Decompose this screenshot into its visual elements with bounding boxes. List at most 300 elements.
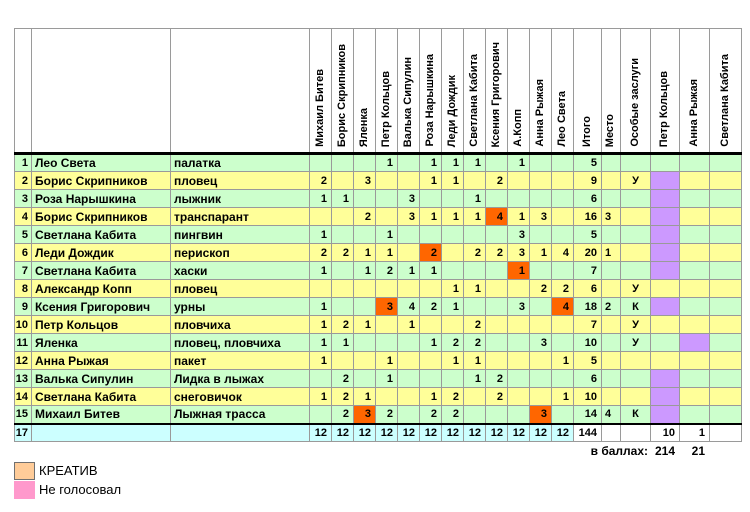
vote-cell[interactable]: 2 (486, 388, 508, 406)
row-number-cell[interactable]: 9 (15, 298, 32, 316)
participant-name-cell[interactable]: Лео Света (32, 154, 171, 172)
vote-cell[interactable]: 4 (398, 298, 420, 316)
vote-cell[interactable]: 3 (530, 406, 552, 424)
voter-column-header[interactable] (376, 29, 398, 154)
vote-cell[interactable]: 1 (464, 280, 486, 298)
vote-cell[interactable]: 1 (442, 280, 464, 298)
extra-column-header[interactable] (710, 29, 742, 154)
vote-cell[interactable] (552, 190, 574, 208)
row-number-cell[interactable]: 11 (15, 334, 32, 352)
merit-cell[interactable] (621, 226, 651, 244)
voter-column-header[interactable] (332, 29, 354, 154)
vote-cell[interactable]: 4 (552, 244, 574, 262)
mark-cell[interactable] (710, 406, 742, 424)
vote-cell[interactable]: 1 (420, 262, 442, 280)
vote-cell[interactable] (552, 172, 574, 190)
vote-cell[interactable] (530, 154, 552, 172)
mark-cell[interactable] (710, 298, 742, 316)
entry-name-cell[interactable]: пакет (171, 352, 310, 370)
votes-count-cell[interactable]: 12 (310, 424, 332, 442)
vote-cell[interactable] (464, 262, 486, 280)
vote-cell[interactable]: 1 (354, 388, 376, 406)
vote-cell[interactable] (398, 244, 420, 262)
place-column-header[interactable] (602, 29, 621, 154)
vote-cell[interactable] (442, 370, 464, 388)
row-number-cell[interactable]: 12 (15, 352, 32, 370)
mark-cell[interactable] (710, 154, 742, 172)
voter-column-header[interactable] (530, 29, 552, 154)
merit-cell[interactable] (621, 352, 651, 370)
vote-cell[interactable] (442, 316, 464, 334)
vote-cell[interactable] (552, 370, 574, 388)
merit-cell[interactable] (621, 190, 651, 208)
vote-cell[interactable] (420, 190, 442, 208)
vote-cell[interactable]: 1 (354, 244, 376, 262)
vote-cell[interactable]: 1 (332, 334, 354, 352)
vote-cell[interactable] (332, 226, 354, 244)
place-cell[interactable]: 3 (602, 208, 621, 226)
vote-cell[interactable] (420, 352, 442, 370)
mark-cell[interactable] (680, 262, 710, 280)
total-cell[interactable]: 6 (574, 370, 602, 388)
total-cell[interactable]: 10 (574, 334, 602, 352)
vote-cell[interactable] (508, 370, 530, 388)
place-cell[interactable] (602, 262, 621, 280)
vote-cell[interactable]: 1 (552, 388, 574, 406)
vote-cell[interactable]: 3 (398, 190, 420, 208)
vote-cell[interactable]: 1 (552, 352, 574, 370)
vote-cell[interactable]: 1 (398, 262, 420, 280)
vote-cell[interactable] (486, 298, 508, 316)
vote-cell[interactable]: 1 (442, 154, 464, 172)
vote-cell[interactable] (508, 352, 530, 370)
mark-cell[interactable] (651, 208, 680, 226)
vote-cell[interactable] (486, 280, 508, 298)
row-number-cell[interactable]: 2 (15, 172, 32, 190)
vote-cell[interactable] (354, 226, 376, 244)
vote-cell[interactable]: 3 (376, 298, 398, 316)
vote-cell[interactable]: 2 (310, 244, 332, 262)
vote-cell[interactable] (552, 226, 574, 244)
extra-total-cell[interactable]: 10 (651, 424, 680, 442)
mark-cell[interactable] (710, 316, 742, 334)
mark-cell[interactable] (680, 388, 710, 406)
mark-cell[interactable] (680, 208, 710, 226)
vote-cell[interactable] (332, 208, 354, 226)
place-cell[interactable] (602, 280, 621, 298)
vote-cell[interactable]: 2 (442, 406, 464, 424)
participant-name-cell[interactable]: Леди Дождик (32, 244, 171, 262)
mark-cell[interactable] (651, 262, 680, 280)
place-cell[interactable] (602, 334, 621, 352)
vote-cell[interactable]: 1 (420, 388, 442, 406)
mark-cell[interactable] (680, 406, 710, 424)
mark-cell[interactable] (651, 316, 680, 334)
participant-name-cell[interactable]: Роза Нарышкина (32, 190, 171, 208)
entry-name-cell[interactable]: Лыжная трасса (171, 406, 310, 424)
extra-total-cell[interactable]: 1 (680, 424, 710, 442)
mark-cell[interactable] (710, 208, 742, 226)
vote-cell[interactable]: 1 (464, 352, 486, 370)
row-number-cell[interactable]: 6 (15, 244, 32, 262)
vote-cell[interactable]: 2 (310, 172, 332, 190)
vote-cell[interactable] (398, 406, 420, 424)
voter-column-header[interactable] (486, 29, 508, 154)
vote-cell[interactable] (530, 226, 552, 244)
place-cell[interactable] (602, 154, 621, 172)
total-cell[interactable]: 5 (574, 154, 602, 172)
vote-cell[interactable] (354, 154, 376, 172)
vote-cell[interactable]: 3 (398, 208, 420, 226)
vote-cell[interactable] (420, 370, 442, 388)
total-cell[interactable]: 5 (574, 352, 602, 370)
vote-cell[interactable]: 3 (530, 208, 552, 226)
row-number-column-header[interactable] (15, 29, 32, 154)
mark-cell[interactable] (651, 280, 680, 298)
participant-name-cell[interactable]: Петр Кольцов (32, 316, 171, 334)
participant-name-cell[interactable]: Анна Рыжая (32, 352, 171, 370)
mark-cell[interactable] (710, 172, 742, 190)
vote-cell[interactable] (486, 226, 508, 244)
merit-cell[interactable] (621, 388, 651, 406)
mark-cell[interactable] (710, 262, 742, 280)
extra-column-header[interactable] (680, 29, 710, 154)
merit-cell[interactable] (621, 208, 651, 226)
vote-cell[interactable] (376, 388, 398, 406)
vote-cell[interactable]: 1 (420, 172, 442, 190)
row-number-cell[interactable]: 7 (15, 262, 32, 280)
vote-cell[interactable] (552, 208, 574, 226)
vote-cell[interactable] (530, 316, 552, 334)
vote-cell[interactable] (530, 388, 552, 406)
vote-cell[interactable]: 2 (530, 280, 552, 298)
entry-name-cell[interactable]: пловчиха (171, 316, 310, 334)
vote-cell[interactable] (310, 280, 332, 298)
vote-cell[interactable]: 2 (376, 262, 398, 280)
vote-cell[interactable] (552, 154, 574, 172)
vote-cell[interactable] (486, 262, 508, 280)
vote-cell[interactable] (486, 352, 508, 370)
vote-cell[interactable] (354, 298, 376, 316)
total-cell[interactable]: 14 (574, 406, 602, 424)
vote-cell[interactable] (486, 154, 508, 172)
mark-cell[interactable] (651, 190, 680, 208)
vote-cell[interactable] (442, 226, 464, 244)
vote-cell[interactable] (420, 226, 442, 244)
votes-count-cell[interactable]: 12 (486, 424, 508, 442)
mark-cell[interactable] (651, 388, 680, 406)
entry-column-header[interactable] (171, 29, 310, 154)
entry-name-cell[interactable] (171, 424, 310, 442)
vote-cell[interactable] (332, 280, 354, 298)
participant-name-cell[interactable]: Светлана Кабита (32, 262, 171, 280)
vote-cell[interactable]: 2 (486, 370, 508, 388)
total-cell[interactable]: 9 (574, 172, 602, 190)
vote-cell[interactable] (442, 190, 464, 208)
vote-cell[interactable]: 3 (354, 172, 376, 190)
mark-cell[interactable] (651, 226, 680, 244)
votes-count-cell[interactable]: 12 (552, 424, 574, 442)
vote-cell[interactable] (398, 388, 420, 406)
votes-count-cell[interactable]: 12 (508, 424, 530, 442)
vote-cell[interactable]: 1 (420, 208, 442, 226)
participant-name-cell[interactable]: Светлана Кабита (32, 388, 171, 406)
vote-cell[interactable] (552, 334, 574, 352)
mark-cell[interactable] (651, 244, 680, 262)
place-cell[interactable] (602, 226, 621, 244)
vote-cell[interactable]: 1 (420, 154, 442, 172)
vote-cell[interactable]: 1 (310, 316, 332, 334)
participant-name-cell[interactable]: Борис Скрипников (32, 172, 171, 190)
row-number-cell[interactable]: 17 (15, 424, 32, 442)
vote-cell[interactable] (376, 334, 398, 352)
vote-cell[interactable] (332, 172, 354, 190)
vote-cell[interactable]: 1 (376, 154, 398, 172)
vote-cell[interactable]: 1 (310, 334, 332, 352)
entry-name-cell[interactable]: пловец (171, 280, 310, 298)
vote-cell[interactable] (354, 334, 376, 352)
mark-cell[interactable] (680, 334, 710, 352)
row-number-cell[interactable]: 4 (15, 208, 32, 226)
row-number-cell[interactable]: 1 (15, 154, 32, 172)
vote-cell[interactable]: 1 (376, 244, 398, 262)
vote-cell[interactable]: 3 (354, 406, 376, 424)
merit-cell[interactable] (621, 262, 651, 280)
vote-cell[interactable]: 2 (332, 370, 354, 388)
mark-cell[interactable] (651, 172, 680, 190)
vote-cell[interactable]: 2 (420, 244, 442, 262)
place-cell[interactable] (602, 370, 621, 388)
vote-cell[interactable]: 2 (442, 334, 464, 352)
place-cell[interactable]: 2 (602, 298, 621, 316)
participant-name-cell[interactable]: Яленка (32, 334, 171, 352)
mark-cell[interactable] (710, 190, 742, 208)
vote-cell[interactable] (464, 172, 486, 190)
vote-cell[interactable] (398, 154, 420, 172)
participant-column-header[interactable] (32, 29, 171, 154)
entry-name-cell[interactable]: пингвин (171, 226, 310, 244)
vote-cell[interactable] (508, 172, 530, 190)
vote-cell[interactable]: 1 (464, 370, 486, 388)
vote-cell[interactable]: 1 (310, 388, 332, 406)
mark-cell[interactable] (680, 316, 710, 334)
vote-cell[interactable] (552, 316, 574, 334)
mark-cell[interactable] (651, 298, 680, 316)
total-cell[interactable]: 6 (574, 280, 602, 298)
mark-cell[interactable] (680, 370, 710, 388)
votes-count-cell[interactable]: 12 (332, 424, 354, 442)
entry-name-cell[interactable]: хаски (171, 262, 310, 280)
entry-name-cell[interactable]: перископ (171, 244, 310, 262)
vote-cell[interactable] (530, 298, 552, 316)
row-number-cell[interactable]: 14 (15, 388, 32, 406)
vote-cell[interactable]: 4 (552, 298, 574, 316)
votes-count-cell[interactable]: 12 (420, 424, 442, 442)
vote-cell[interactable]: 2 (332, 244, 354, 262)
vote-cell[interactable] (552, 406, 574, 424)
place-cell[interactable] (602, 316, 621, 334)
mark-cell[interactable] (680, 298, 710, 316)
merit-column-header[interactable] (621, 29, 651, 154)
vote-cell[interactable] (530, 190, 552, 208)
voter-column-header[interactable] (420, 29, 442, 154)
vote-cell[interactable]: 1 (464, 154, 486, 172)
grand-total-cell[interactable]: 144 (574, 424, 602, 442)
vote-cell[interactable]: 1 (442, 208, 464, 226)
vote-cell[interactable] (310, 154, 332, 172)
vote-cell[interactable]: 1 (442, 172, 464, 190)
votes-count-cell[interactable]: 12 (442, 424, 464, 442)
vote-cell[interactable] (530, 262, 552, 280)
vote-cell[interactable]: 2 (486, 244, 508, 262)
voter-column-header[interactable] (354, 29, 376, 154)
merit-cell[interactable]: У (621, 280, 651, 298)
mark-cell[interactable] (680, 154, 710, 172)
vote-cell[interactable] (332, 262, 354, 280)
merit-cell[interactable]: У (621, 334, 651, 352)
participant-name-cell[interactable] (32, 424, 171, 442)
mark-cell[interactable] (710, 334, 742, 352)
row-number-cell[interactable]: 3 (15, 190, 32, 208)
total-cell[interactable]: 18 (574, 298, 602, 316)
vote-cell[interactable]: 1 (376, 352, 398, 370)
vote-cell[interactable] (508, 190, 530, 208)
vote-cell[interactable] (508, 316, 530, 334)
vote-cell[interactable]: 1 (354, 262, 376, 280)
vote-cell[interactable] (398, 370, 420, 388)
vote-cell[interactable] (376, 190, 398, 208)
votes-count-cell[interactable]: 12 (398, 424, 420, 442)
vote-cell[interactable]: 2 (464, 244, 486, 262)
entry-name-cell[interactable]: урны (171, 298, 310, 316)
vote-cell[interactable]: 2 (376, 406, 398, 424)
vote-cell[interactable] (354, 352, 376, 370)
voter-column-header[interactable] (464, 29, 486, 154)
total-column-header[interactable] (574, 29, 602, 154)
vote-cell[interactable] (442, 244, 464, 262)
entry-name-cell[interactable]: транспарант (171, 208, 310, 226)
row-number-cell[interactable]: 5 (15, 226, 32, 244)
vote-cell[interactable]: 1 (442, 352, 464, 370)
vote-cell[interactable]: 1 (508, 262, 530, 280)
vote-cell[interactable]: 2 (420, 298, 442, 316)
vote-cell[interactable] (486, 406, 508, 424)
entry-name-cell[interactable]: пловец (171, 172, 310, 190)
voter-column-header[interactable] (552, 29, 574, 154)
total-cell[interactable]: 10 (574, 388, 602, 406)
mark-cell[interactable] (710, 370, 742, 388)
voter-column-header[interactable] (508, 29, 530, 154)
vote-cell[interactable]: 1 (530, 244, 552, 262)
voter-column-header[interactable] (310, 29, 332, 154)
participant-name-cell[interactable]: Александр Копп (32, 280, 171, 298)
vote-cell[interactable] (332, 154, 354, 172)
merit-cell[interactable] (621, 244, 651, 262)
place-cell[interactable] (602, 190, 621, 208)
total-cell[interactable]: 7 (574, 316, 602, 334)
vote-cell[interactable]: 1 (332, 190, 354, 208)
vote-cell[interactable] (508, 406, 530, 424)
vote-cell[interactable] (310, 208, 332, 226)
row-number-cell[interactable]: 13 (15, 370, 32, 388)
vote-cell[interactable]: 1 (310, 298, 332, 316)
mark-cell[interactable] (651, 406, 680, 424)
entry-name-cell[interactable]: палатка (171, 154, 310, 172)
vote-cell[interactable]: 2 (420, 406, 442, 424)
vote-cell[interactable]: 2 (332, 316, 354, 334)
vote-cell[interactable] (332, 298, 354, 316)
vote-cell[interactable] (508, 388, 530, 406)
votes-count-cell[interactable]: 12 (354, 424, 376, 442)
vote-cell[interactable] (486, 316, 508, 334)
vote-cell[interactable]: 3 (508, 244, 530, 262)
vote-cell[interactable]: 1 (442, 298, 464, 316)
place-cell[interactable] (602, 388, 621, 406)
vote-cell[interactable]: 1 (354, 316, 376, 334)
place-cell[interactable] (602, 424, 621, 442)
entry-name-cell[interactable]: пловец, пловчиха (171, 334, 310, 352)
place-cell[interactable]: 4 (602, 406, 621, 424)
vote-cell[interactable]: 1 (376, 226, 398, 244)
vote-cell[interactable] (486, 190, 508, 208)
vote-cell[interactable]: 1 (310, 352, 332, 370)
votes-count-cell[interactable]: 12 (530, 424, 552, 442)
vote-cell[interactable] (420, 316, 442, 334)
vote-cell[interactable] (376, 316, 398, 334)
vote-cell[interactable]: 3 (530, 334, 552, 352)
participant-name-cell[interactable]: Борис Скрипников (32, 208, 171, 226)
vote-cell[interactable] (310, 406, 332, 424)
vote-cell[interactable] (486, 334, 508, 352)
vote-cell[interactable]: 2 (354, 208, 376, 226)
voter-column-header[interactable] (398, 29, 420, 154)
mark-cell[interactable] (710, 352, 742, 370)
vote-cell[interactable] (530, 370, 552, 388)
vote-cell[interactable] (464, 298, 486, 316)
mark-cell[interactable] (680, 226, 710, 244)
vote-cell[interactable] (464, 388, 486, 406)
place-cell[interactable] (602, 352, 621, 370)
mark-cell[interactable] (651, 352, 680, 370)
vote-cell[interactable]: 1 (464, 190, 486, 208)
merit-cell[interactable]: К (621, 406, 651, 424)
vote-cell[interactable] (354, 370, 376, 388)
row-number-cell[interactable]: 10 (15, 316, 32, 334)
total-cell[interactable]: 7 (574, 262, 602, 280)
entry-name-cell[interactable]: снеговичок (171, 388, 310, 406)
participant-name-cell[interactable]: Ксения Григорович (32, 298, 171, 316)
merit-cell[interactable]: У (621, 172, 651, 190)
vote-cell[interactable]: 1 (376, 370, 398, 388)
mark-cell[interactable] (651, 334, 680, 352)
vote-cell[interactable] (530, 172, 552, 190)
participant-name-cell[interactable]: Светлана Кабита (32, 226, 171, 244)
vote-cell[interactable] (376, 208, 398, 226)
vote-cell[interactable]: 2 (464, 334, 486, 352)
vote-cell[interactable]: 3 (508, 226, 530, 244)
mark-cell[interactable] (710, 244, 742, 262)
vote-cell[interactable]: 2 (332, 388, 354, 406)
mark-cell[interactable] (710, 226, 742, 244)
vote-cell[interactable]: 2 (552, 280, 574, 298)
vote-cell[interactable]: 2 (464, 316, 486, 334)
vote-cell[interactable] (398, 334, 420, 352)
vote-cell[interactable]: 1 (464, 208, 486, 226)
mark-cell[interactable] (680, 190, 710, 208)
vote-cell[interactable] (376, 172, 398, 190)
votes-count-cell[interactable]: 12 (464, 424, 486, 442)
vote-cell[interactable] (398, 280, 420, 298)
